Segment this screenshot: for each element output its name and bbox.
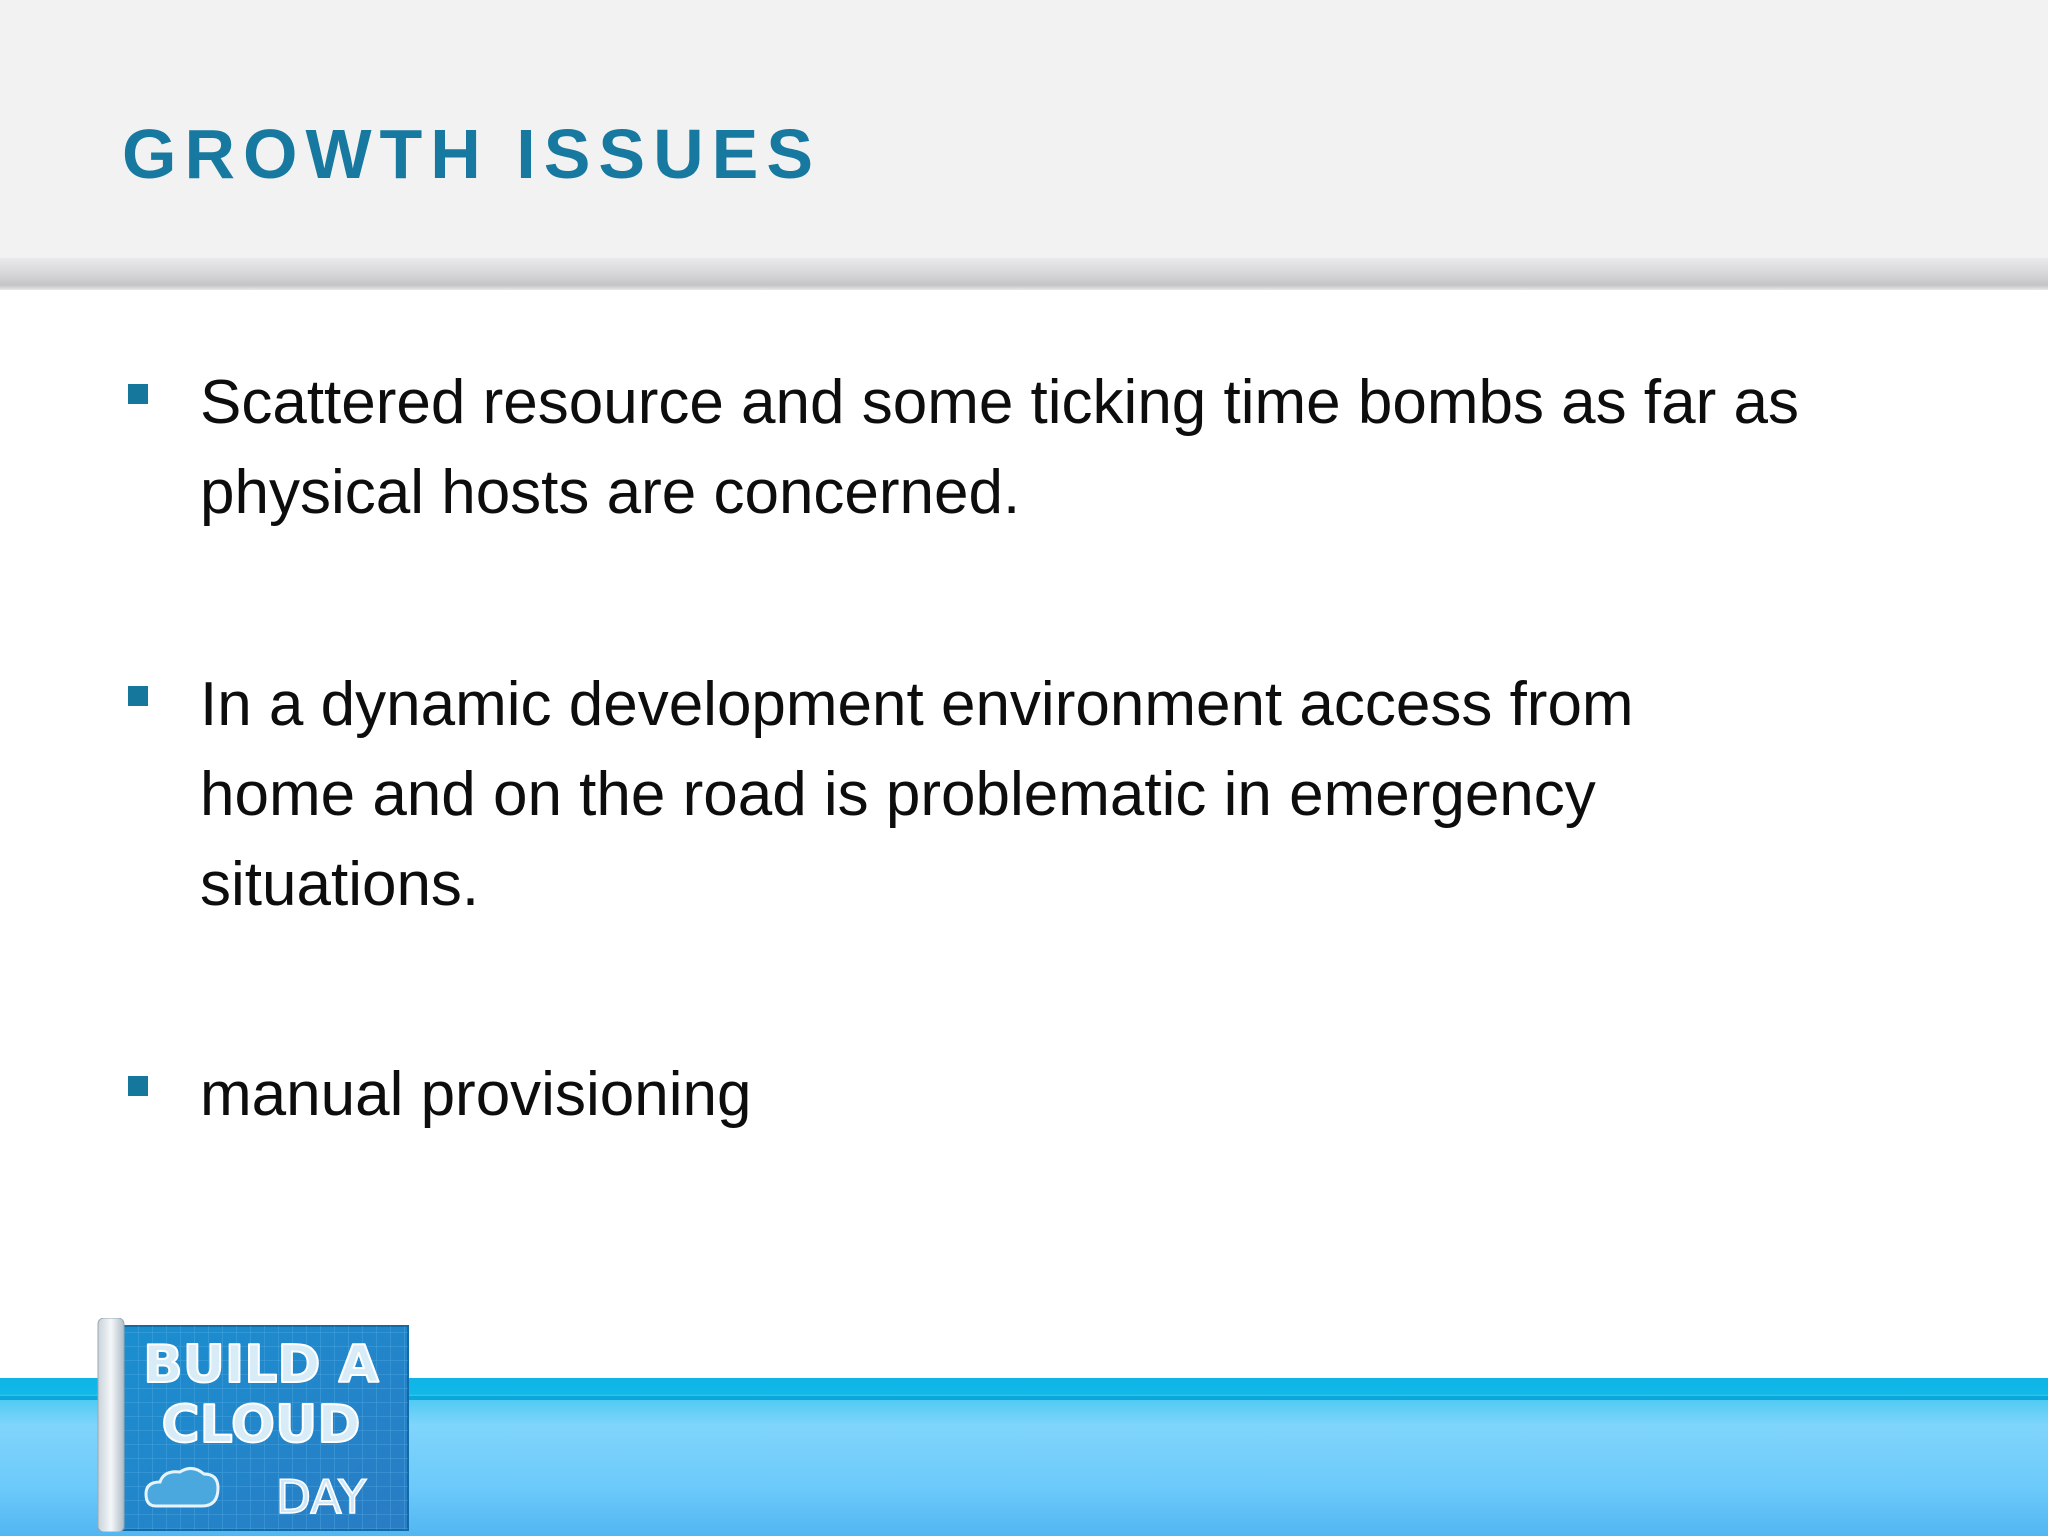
logo-line-2: CLOUD: [161, 1395, 361, 1455]
bullet-line: Scattered resource and some ticking time bombs as far as: [200, 368, 1799, 437]
title-band-shadow: [0, 258, 2048, 290]
bullet-text: [200, 660, 1960, 930]
bullet-text: [200, 358, 1960, 538]
build-a-cloud-day-logo: [96, 1318, 410, 1532]
bullet-text: [200, 1050, 1960, 1140]
square-bullet-icon: [128, 384, 148, 404]
logo-line-1: BUILD A: [143, 1335, 379, 1395]
logo-line-3: DAY: [275, 1470, 367, 1524]
title-band: [0, 0, 2048, 258]
bullet-line: manual provisioning: [200, 1060, 752, 1129]
bullet-line: home and on the road is problematic in emergency: [200, 760, 1596, 829]
square-bullet-icon: [128, 686, 148, 706]
square-bullet-icon: [128, 1076, 148, 1096]
bullet-line: situations.: [200, 850, 480, 919]
bullet-line: physical hosts are concerned.: [200, 458, 1021, 527]
slide-title: GROWTH ISSUES: [122, 115, 822, 193]
bullet-line: In a dynamic development environment access from: [200, 670, 1634, 739]
